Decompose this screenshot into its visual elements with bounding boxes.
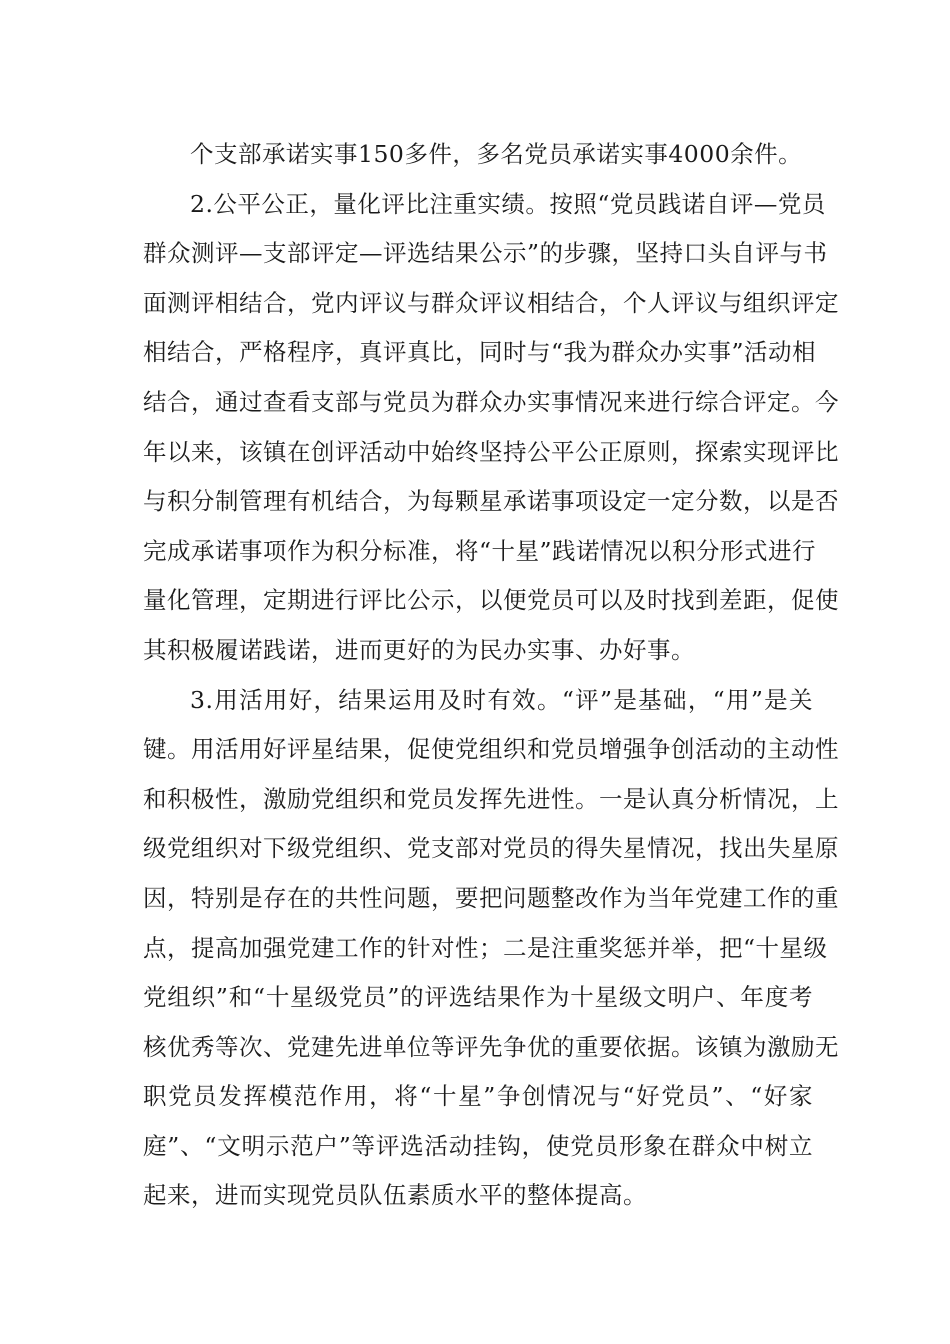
text-line: 相结合，严格程序，真评真比，同时与“我为群众办实事”活动相	[143, 338, 817, 367]
text-line: 完成承诺事项作为积分标准，将“十星”践诺情况以积分形式进行	[143, 536, 817, 565]
text-line: 起来，进而实现党员队伍素质水平的整体提高。	[143, 1181, 647, 1210]
text-line: 党组织”和“十星级党员”的评选结果作为十星级文明户、年度考	[143, 983, 813, 1012]
text-line: 群众测评—支部评定—评选结果公示”的步骤，坚持口头自评与书	[143, 239, 828, 268]
body-text	[143, 130, 839, 1221]
text-line: 个支部承诺实事150多件，多名党员承诺实事4000余件。	[190, 140, 803, 168]
text-line: 因，特别是存在的共性问题，要把问题整改作为当年党建工作的重	[143, 883, 839, 912]
text-line: 结合，通过查看支部与党员为群众办实事情况来进行综合评定。今	[143, 387, 839, 416]
text-line: 键。用活用好评星结果，促使党组织和党员增强争创活动的主动性	[143, 735, 839, 764]
paragraph-3-heading-line: 3.用活用好，结果运用及时有效。“评”是基础，“用”是关	[190, 685, 813, 714]
text-line: 与积分制管理有机结合，为每颗星承诺事项设定一定分数，以是否	[143, 487, 839, 516]
text-line: 点，提高加强党建工作的针对性；二是注重奖惩并举，把“十星级	[143, 933, 828, 962]
text-line: 量化管理，定期进行评比公示，以便党员可以及时找到差距，促使	[143, 586, 839, 615]
text-line: 和积极性，激励党组织和党员发挥先进性。一是认真分析情况，上	[143, 784, 839, 813]
text-line: 核优秀等次、党建先进单位等评先争优的重要依据。该镇为激励无	[143, 1032, 839, 1061]
text-line: 年以来，该镇在创评活动中始终坚持公平公正原则，探索实现评比	[143, 437, 839, 466]
text-line: 级党组织对下级党组织、党支部对党员的得失星情况，找出失星原	[143, 834, 839, 863]
text-line: 其积极履诺践诺，进而更好的为民办实事、办好事。	[143, 635, 695, 664]
text-line: 职党员发挥模范作用，将“十星”争创情况与“好党员”、“好家	[143, 1082, 813, 1111]
text-line: 面测评相结合，党内评议与群众评议相结合，个人评议与组织评定	[143, 288, 839, 317]
paragraph-2-heading-line: 2.公平公正，量化评比注重实绩。按照“党员践诺自评—党员	[190, 189, 826, 218]
text-line: 庭”、“文明示范户”等评选活动挂钩，使党员形象在群众中树立	[143, 1131, 813, 1160]
